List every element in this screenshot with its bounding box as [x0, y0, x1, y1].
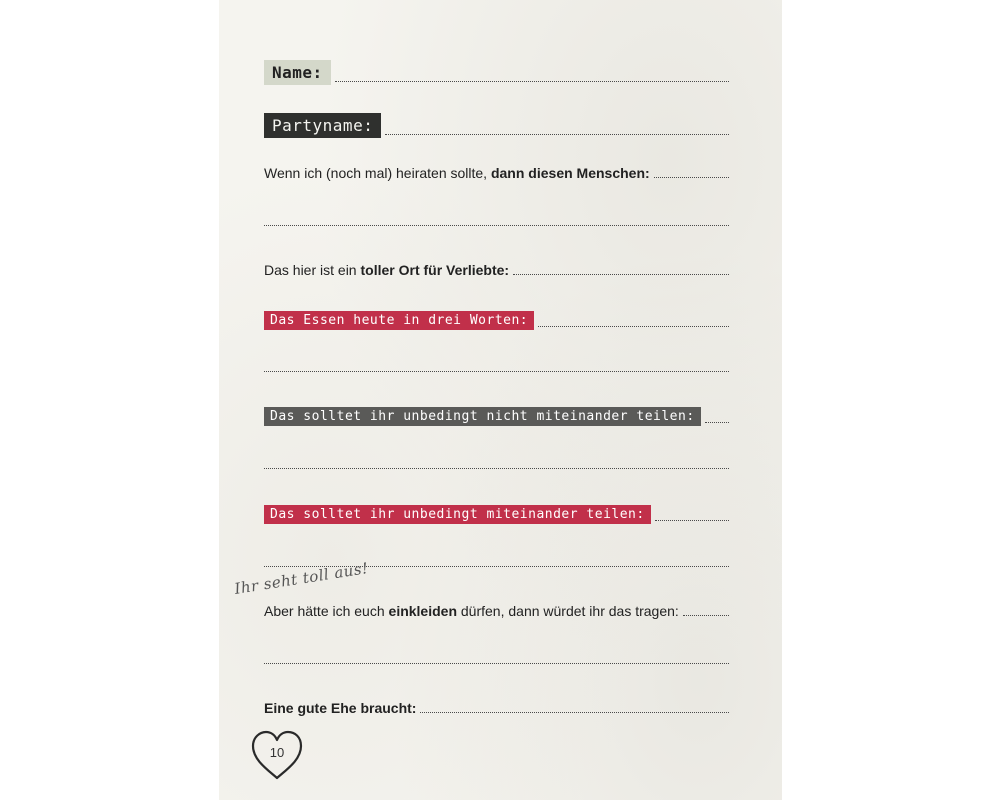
question-place-text: Das hier ist ein toller Ort für Verliebte: — [264, 262, 510, 278]
partyname-label: Partyname: — [264, 113, 381, 138]
question-marry-extra-line — [264, 225, 729, 226]
question-share-row — [264, 505, 729, 524]
question-outfit-row — [264, 603, 729, 619]
question-not-share-label: Das solltet ihr unbedingt nicht miteinander teilen: — [264, 407, 701, 426]
question-share-answer-line — [655, 520, 729, 521]
question-outfit-extra-line — [264, 663, 729, 664]
partyname-row — [264, 113, 729, 138]
question-food-extra-line — [264, 371, 729, 372]
partyname-answer-line — [385, 134, 729, 135]
question-marriage-text: Eine gute Ehe braucht: — [264, 700, 417, 716]
question-outfit-text: Aber hätte ich euch einkleiden dürfen, dann würdet ihr das tragen: — [264, 603, 679, 619]
question-food-label: Das Essen heute in drei Worten: — [264, 311, 534, 330]
question-share-label: Das solltet ihr unbedingt miteinander teilen: — [264, 505, 651, 524]
question-food-answer-line — [538, 326, 729, 327]
question-marriage-row — [264, 700, 729, 716]
name-row — [264, 60, 729, 85]
question-marry-row — [264, 165, 729, 181]
handwritten-note: Ihr seht toll aus! — [233, 559, 370, 598]
question-marry-text: Wenn ich (noch mal) heiraten sollte, dann diesen Menschen: — [264, 165, 650, 181]
page-number: 10 — [269, 745, 285, 760]
name-answer-line — [335, 81, 729, 82]
question-not-share-extra-line — [264, 468, 729, 469]
name-label: Name: — [264, 60, 331, 85]
question-not-share-answer-line — [705, 422, 729, 423]
question-place-row — [264, 262, 729, 278]
question-place-answer-line — [513, 274, 729, 275]
question-not-share-row — [264, 407, 729, 426]
question-marriage-answer-line — [420, 712, 729, 713]
question-food-row — [264, 311, 729, 330]
question-marry-answer-line — [654, 177, 729, 178]
question-outfit-answer-line — [683, 615, 729, 616]
